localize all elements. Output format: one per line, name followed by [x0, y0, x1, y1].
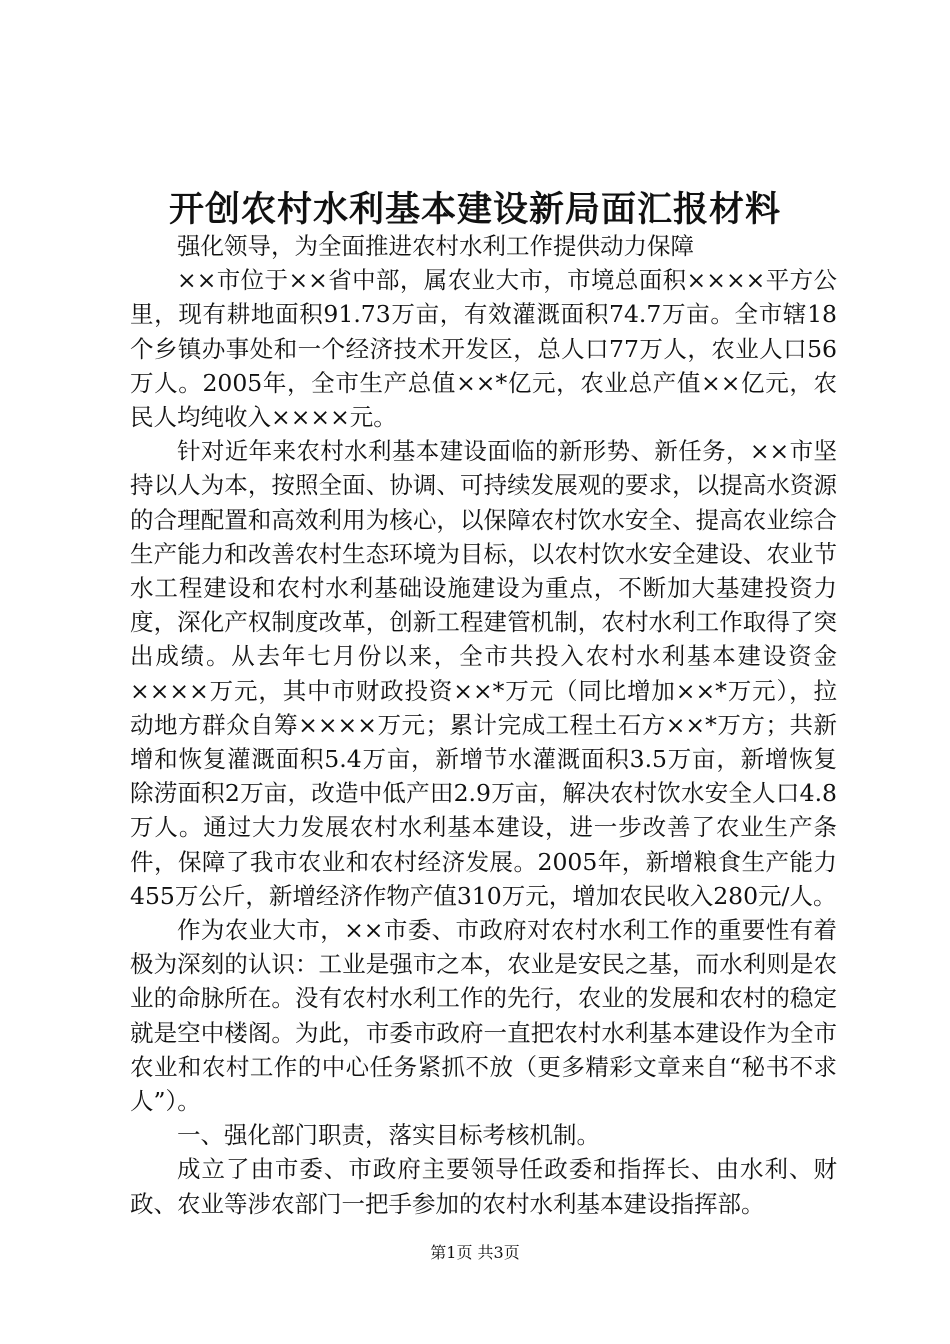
paragraph-overview: ××市位于××省中部，属农业大市，市境总面积××××平方公里，现有耕地面积91.73万亩，有效灌溉面积74.7万亩。全市辖18个乡镇办事处和一个经济技术开发区，总人口77万人，农业人口56万人。2005年，全市生产总值××*亿元，农业总产值××亿元，农民人均纯收入××××元。 — [130, 266, 837, 432]
document-body — [130, 229, 837, 1221]
paragraph-section-heading: 一、强化部门职责，落实目标考核机制。 — [177, 1121, 600, 1150]
paragraph-importance: 作为农业大市，××市委、市政府对农村水利工作的重要性有着极为深刻的认识：工业是强市之本，农业是安民之基，而水利则是农业的命脉所在。没有农村水利工作的先行，农业的发展和农村的稳定就是空中楼阁。为此，市委市政府一直把农村水利基本建设作为全市农业和农村工作的中心任务紧抓不放（更多精彩文章来自“秘书不求人”）。 — [130, 916, 837, 1116]
paragraph-heading: 强化领导，为全面推进农村水利工作提供动力保障 — [177, 232, 694, 260]
paragraph-achievements: 针对近年来农村水利基本建设面临的新形势、新任务，××市坚持以人为本，按照全面、协调、可持续发展观的要求，以提高水资源的合理配置和高效利用为核心，以保障农村饮水安全、提高农业综合生产能力和改善农村生态环境为目标，以农村饮水安全建设、农业节水工程建设和农村水利基础设施建设为重点，不断加大基建投资力度，深化产权制度改革，创新工程建管机制，农村水利工作取得了突出成绩。从去年七月份以来，全市共投入农村水利基本建设资金××××万元，其中市财政投资××*万元（同比增加××*万元），拉动地方群众自筹××××万元；累计完成工程土石方××*万方；共新增和恢复灌溉面积5.4万亩，新增节水灌溉面积3.5万亩，新增恢复除涝面积2万亩，改造中低产田2.9万亩，解决农村饮水安全人口4.8万人。通过大力发展农村水利基本建设，进一步改善了农业生产条件，保障了我市农业和农村经济发展。2005年，新增粮食生产能力455万公斤，新增经济作物产值310万元，增加农民收入280元/人。 — [130, 437, 837, 910]
document-title: 开创农村水利基本建设新局面汇报材料 — [168, 189, 781, 230]
page-number: 第1页 共3页 — [430, 1243, 520, 1262]
paragraph-headquarters: 成立了由市委、市政府主要领导任政委和指挥长、由水利、财政、农业等涉农部门一把手参加的农村水利基本建设指挥部。 — [130, 1155, 837, 1218]
